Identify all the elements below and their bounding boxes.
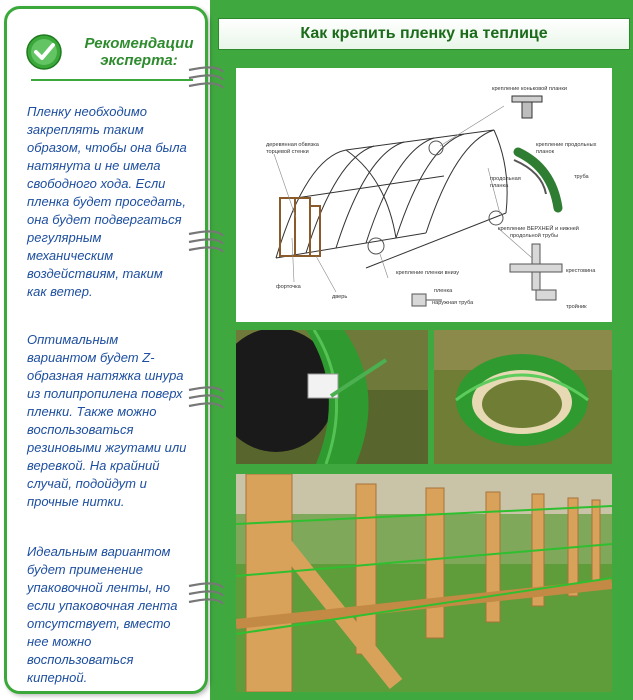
- page-title-bar: [218, 18, 630, 50]
- expert-sidebar: [4, 6, 208, 694]
- packing-tape-closeup-photo: [236, 330, 428, 464]
- label-film: пленка: [434, 288, 453, 294]
- label-door: дверь: [332, 294, 348, 300]
- page-title: Как крепить пленку на теплице: [300, 25, 548, 42]
- label-plank-1: продольная: [490, 176, 521, 182]
- recommendation-paragraph-1: Пленку необходимо закреплять таким образом, чтобы она была натянута и не имела свободного хода. Если пленка будет проседать, она будет подвергаться регулярным механическим воздействиям, таким как ветер.: [27, 104, 187, 299]
- label-pipe: труба: [574, 174, 589, 180]
- recommendation-paragraph-3: Идеальным вариантом будет применение упаковочной ленты, но если упаковочная лента отсутствует, вместо нее можно воспользоваться киперной.: [27, 544, 178, 685]
- label-outer-pipe: наружная труба: [432, 300, 474, 306]
- label-longitudinal-1: крепление продольных: [536, 142, 597, 148]
- label-ridge: крепление коньковой планки: [492, 86, 567, 92]
- binder-ring-icon: [187, 226, 227, 266]
- binder-ring-icon: [187, 382, 227, 422]
- greenhouse-frame-photo: [236, 474, 612, 692]
- label-cross: крестовина: [566, 268, 596, 274]
- label-film-bottom: крепление пленки внизу: [396, 270, 460, 276]
- label-tee: тройник: [566, 304, 587, 310]
- divider: [31, 79, 193, 81]
- expert-title: Рекомендации эксперта:: [84, 35, 194, 69]
- expert-header: [25, 33, 205, 83]
- label-wood-frame-1: деревянная обвязка: [266, 142, 319, 148]
- label-longitudinal-2: планок: [536, 149, 555, 155]
- greenhouse-diagram: [236, 68, 612, 322]
- label-window: форточка: [276, 284, 301, 290]
- label-plank-2: планка: [490, 183, 509, 189]
- packing-tape-roll-photo: [434, 330, 612, 464]
- binder-ring-icon: [187, 62, 227, 102]
- recommendation-paragraph-2: Оптимальным вариантом будет Z- образная натяжка шнура из полипропилена поверх пленки. Также можно воспользоваться резиновыми жгутами или веревкой. На крайний случай, подойдут и прочные нитки.: [27, 332, 187, 509]
- binder-ring-icon: [187, 578, 227, 618]
- label-wood-frame-2: торцевой стенки: [266, 149, 309, 155]
- label-corner-2: продольной трубы: [510, 233, 559, 239]
- label-corner-1: крепление ВЕРХНЕЙ и нижней: [498, 226, 579, 232]
- check-badge-icon: [25, 33, 63, 71]
